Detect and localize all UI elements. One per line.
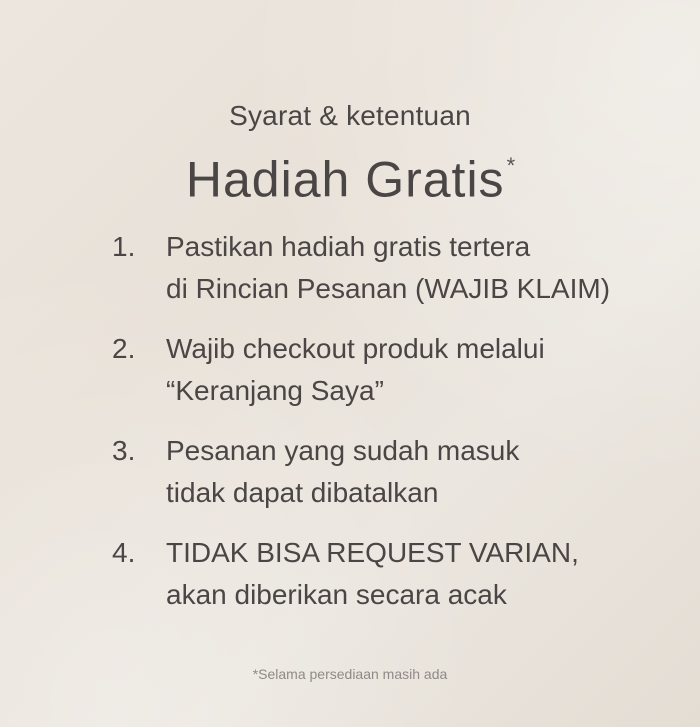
- term-number-4: 4.: [112, 537, 136, 568]
- term-number-2: 2.: [112, 333, 136, 364]
- term-text-3: [166, 430, 672, 514]
- title-asterisk: *: [506, 153, 517, 178]
- term-number-3: 3.: [112, 435, 136, 466]
- term-item-1: [112, 226, 672, 310]
- promo-title-text: Hadiah Gratis: [185, 151, 505, 208]
- term-2-line-1: Wajib checkout produk melalui: [166, 333, 545, 364]
- terms-list: [112, 226, 672, 616]
- term-2-line-2: “Keranjang Saya”: [166, 375, 384, 406]
- availability-note: *Selama persediaan masih ada: [252, 666, 448, 682]
- term-text-4: [166, 532, 672, 616]
- term-1-line-1: Pastikan hadiah gratis tertera: [166, 231, 531, 262]
- term-3-line-1: Pesanan yang sudah masuk: [166, 435, 520, 466]
- term-item-3: [112, 430, 672, 514]
- term-item-2: [112, 328, 672, 412]
- term-4-line-1: TIDAK BISA REQUEST VARIAN,: [166, 537, 579, 568]
- term-item-4: [112, 532, 672, 616]
- promo-title: [0, 142, 700, 210]
- term-number-1: 1.: [112, 231, 136, 262]
- term-4-line-2: akan diberikan secara acak: [166, 579, 507, 610]
- term-1-line-2: di Rincian Pesanan (WAJIB KLAIM): [166, 273, 611, 304]
- term-text-1: [166, 226, 672, 310]
- term-3-line-2: tidak dapat dibatalkan: [166, 477, 439, 508]
- term-text-2: [166, 328, 672, 412]
- terms-subtitle: Syarat & ketentuan: [229, 100, 471, 131]
